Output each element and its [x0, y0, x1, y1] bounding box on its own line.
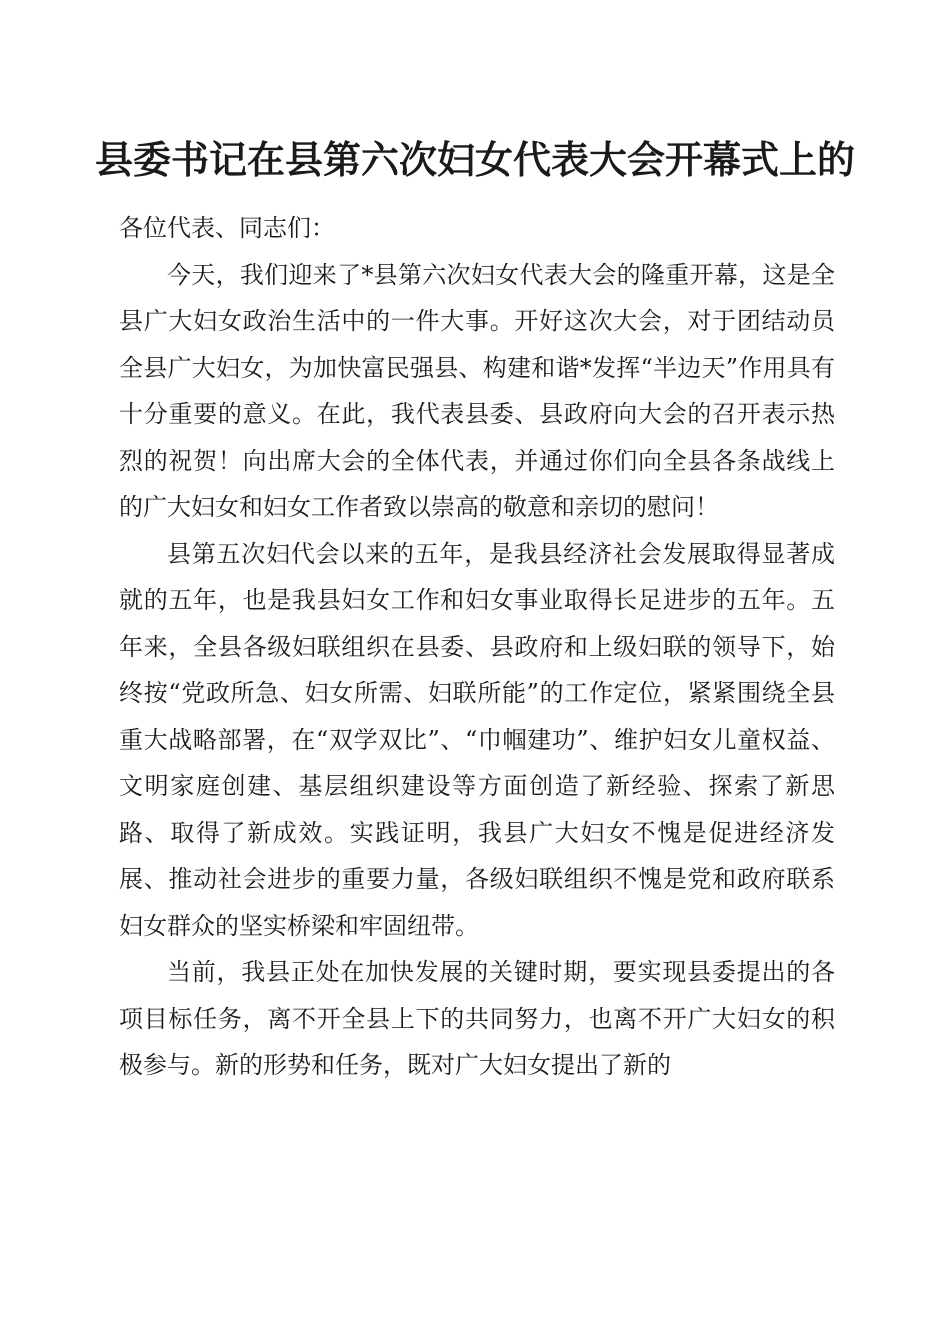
paragraph-3: 当前，我县正处在加快发展的关键时期，要实现县委提出的各项目标任务，离不开全县上下的共同努力，也离不开广大妇女的积极参与。新的形势和任务，既对广大妇女提出了新的 — [119, 958, 835, 1079]
paragraph-2: 县第五次妇代会以来的五年，是我县经济社会发展取得显著成就的五年，也是我县妇女工作和妇女事业取得长足进步的五年。五年来，全县各级妇联组织在县委、县政府和上级妇联的领导下，始终按“党政所急、妇女所需、妇联所能”的工作定位，紧紧围绕全县重大战略部署，在“双学双比”、“巾帼建功”、维护妇女儿童权益、文明家庭创建、基层组织建设等方面创造了新经验、探索了新思路、取得了新成效。实践证明，我县广大妇女不愧是促进经济发展、推动社会进步的重要力量，各级妇联组织不愧是党和政府联系妇女群众的坚实桥梁和牢固纽带。 — [119, 539, 835, 940]
paragraph-1: 今天，我们迎来了*县第六次妇女代表大会的隆重开幕，这是全县广大妇女政治生活中的一件大事。开好这次大会，对于团结动员全县广大妇女，为加快富民强县、构建和谐*发挥“半边天”作用具有十分重要的意义。在此，我代表县委、县政府向大会的召开表示热烈的祝贺！向出席大会的全体代表，并通过你们向全县各条战线上的广大妇女和妇女工作者致以崇高的敬意和亲切的慰问！ — [119, 260, 835, 521]
salutation: 各位代表、同志们： — [119, 214, 335, 242]
document-title: 县委书记在县第六次妇女代表大会开幕式上的 — [94, 137, 855, 182]
document-body — [119, 205, 835, 1089]
